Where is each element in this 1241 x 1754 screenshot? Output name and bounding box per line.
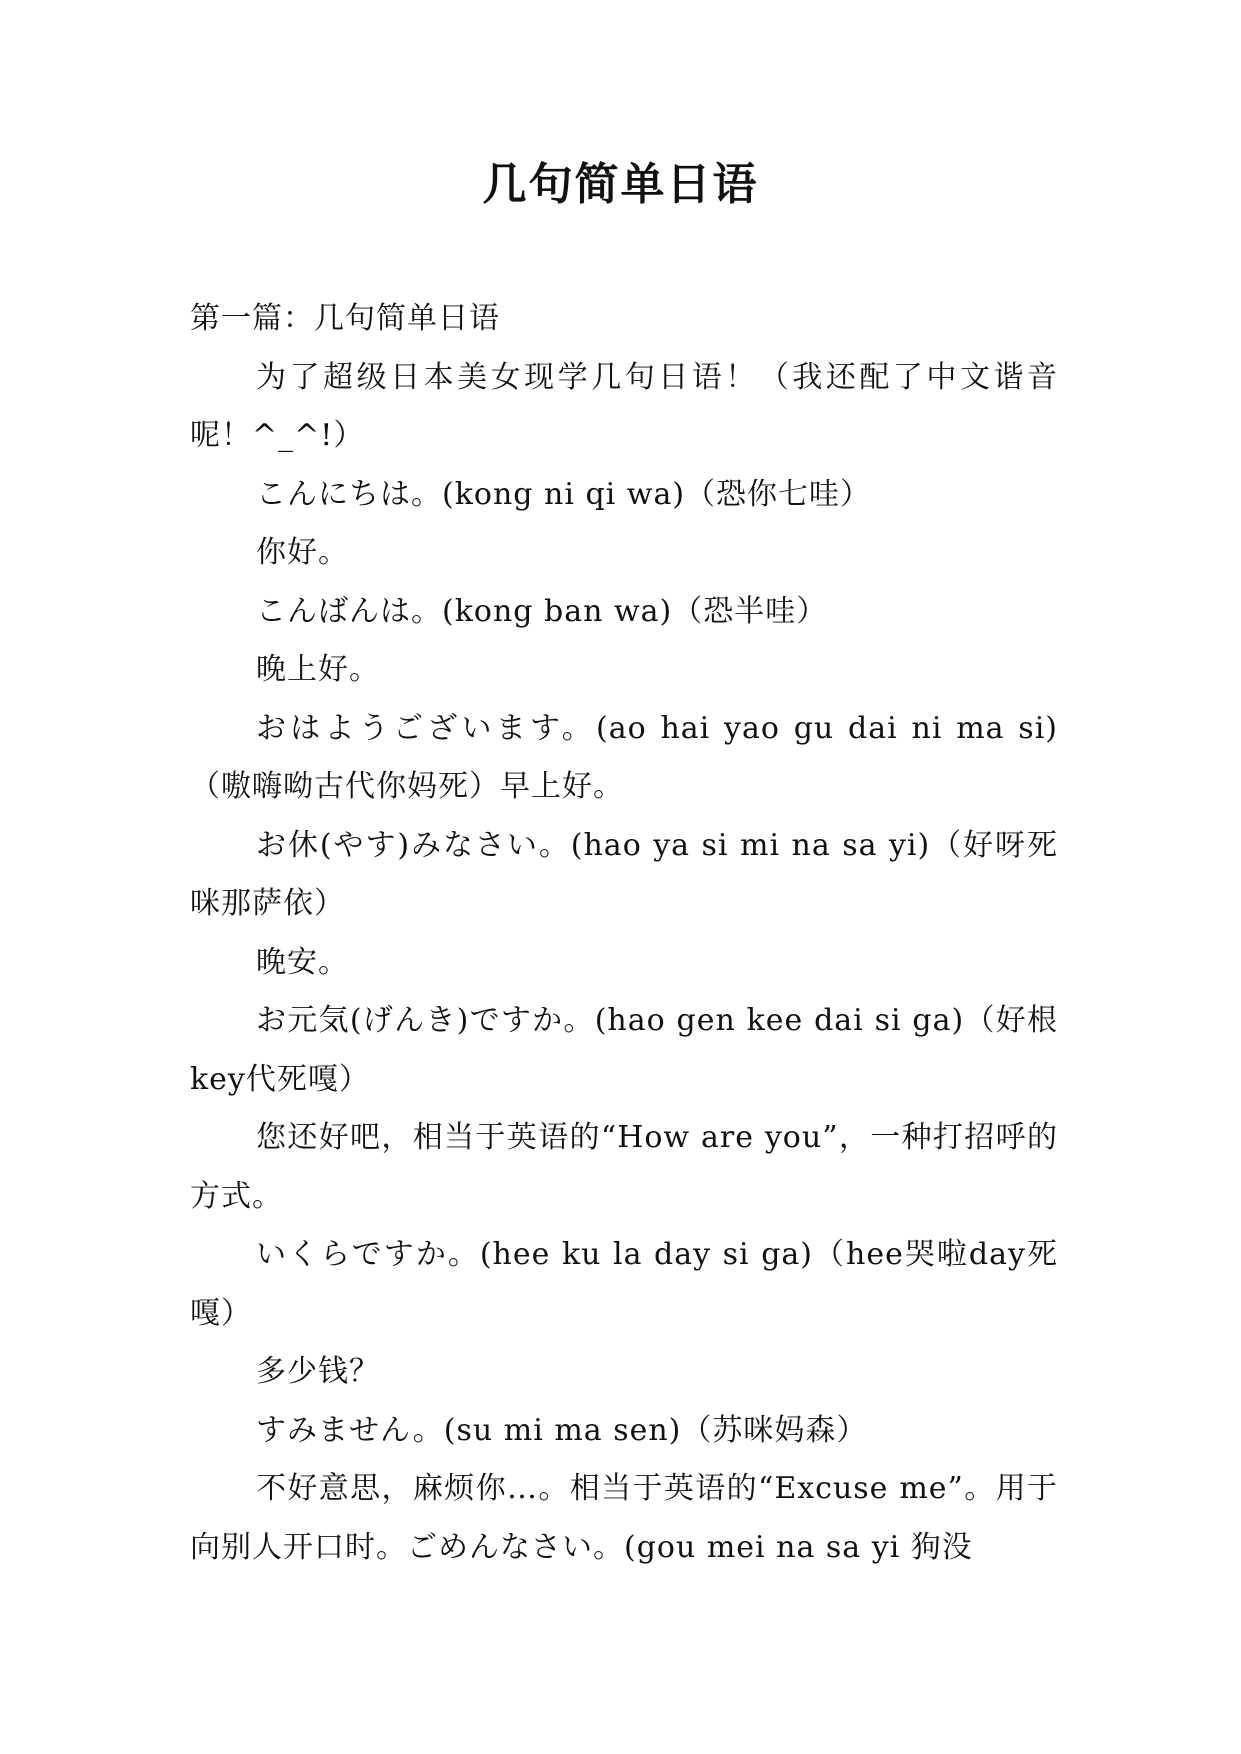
document-title: 几句简单日语 [482,159,759,210]
document-body [190,290,1058,1577]
paragraph: 不好意思，麻烦你…。相当于英语的“Excuse me”。用于向别人开口时。ごめんなさい。(gou mei na sa yi 狗没 [190,1471,1058,1565]
paragraph: 晚上好。 [256,652,380,687]
paragraph: お元気(げんき)ですか。(hao gen kee dai si ga)（好根key代死嘎） [190,1003,1058,1097]
section-heading: 第一篇：几句简单日语 [190,301,500,336]
paragraph: 您还好吧，相当于英语的“How are you”，一种打招呼的方式。 [190,1120,1058,1214]
paragraph: 多少钱？ [256,1354,380,1389]
paragraph: こんばんは。(kong ban wa)（恐半哇） [256,593,828,629]
paragraph: いくらですか。(hee ku la day si ga)（hee哭啦day死嘎） [190,1237,1058,1331]
paragraph: お休(やす)みなさい。(hao ya si mi na sa yi)（好呀死咪那萨依） [190,827,1058,921]
paragraph: おはようございます。(ao hai yao gu dai ni ma si)（嗷嗨呦古代你妈死）早上好。 [190,710,1058,804]
paragraph: すみません。(su mi ma sen)（苏咪妈森） [256,1412,868,1448]
paragraph: 为了超级日本美女现学几句日语！（我还配了中文谐音呢！^_^!） [190,359,1058,453]
paragraph: 晚安。 [256,944,349,980]
paragraph: 你好。 [256,535,349,570]
paragraph: こんにちは。(kong ni qi wa)（恐你七哇） [256,476,872,512]
